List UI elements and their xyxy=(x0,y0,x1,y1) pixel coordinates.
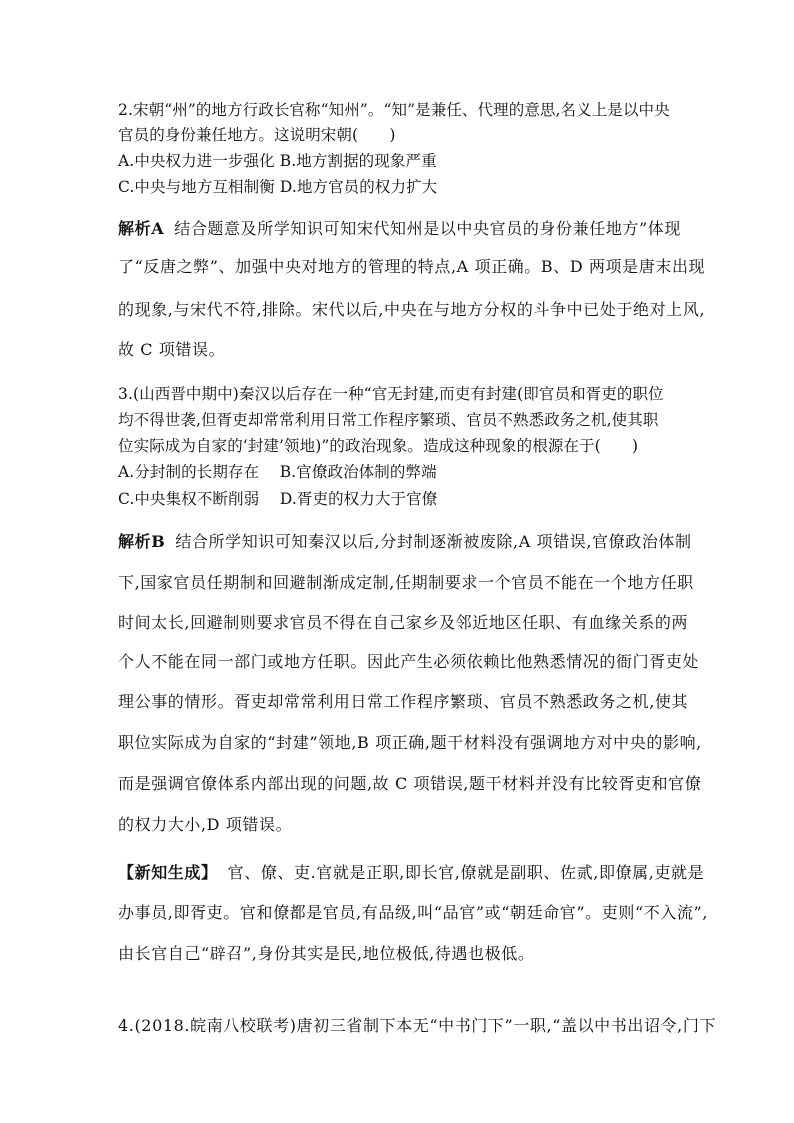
question-3-analysis-line-4: 个人不能在同一部门或地方任职。因此产生必须依赖比他熟悉情况的衙门胥吏处 xyxy=(118,652,700,671)
question-2-analysis-line-3: 的现象,与宋代不符,排除。宋代以后,中央在与地方分权的斗争中已处于绝对上风, xyxy=(118,300,706,319)
question-3-options-ab: A.分封制的长期存在 B.官僚政治体制的弊端 xyxy=(118,463,437,481)
question-2-line-1: 2.宋朝“州”的地方行政长官称“知州”。“知”是兼任、代理的意思,名义上是以中央 xyxy=(118,101,670,119)
new-knowledge-line-1 xyxy=(118,863,705,883)
question-3-analysis-line-5: 理公事的情形。胥吏却常常利用日常工作程序繁琐、官员不熟悉政务之机,使其 xyxy=(118,692,689,711)
new-knowledge-line-3: 由长官自己“辟召”,身份其实是民,地位极低,待遇也极低。 xyxy=(118,944,535,963)
analysis-text: 结合所学知识可知秦汉以后,分封制逐渐被废除,A 项错误,官僚政治体制 xyxy=(175,532,692,551)
question-3-analysis-line-7: 而是强调官僚体系内部出现的问题,故 C 项错误,题干材料并没有比较胥吏和官僚 xyxy=(118,774,702,793)
question-3-line-1: 3.(山西晋中期中)秦汉以后存在一种“官无封建,而吏有封建(即官员和胥吏的职位 xyxy=(118,385,664,403)
question-3-analysis-line-1 xyxy=(118,532,692,552)
new-knowledge-text: 官、僚、吏.官就是正职,即长官,僚就是副职、佐贰,即僚属,吏就是 xyxy=(227,863,705,882)
question-3-line-3: 位实际成为自家的‘封建’领地)”的政治现象。造成这种现象的根源在于( ) xyxy=(118,437,639,455)
analysis-label: 解析B xyxy=(118,532,166,551)
question-2-options-ab: A.中央权力进一步强化 B.地方割据的现象严重 xyxy=(118,152,437,170)
question-3-analysis-line-3: 时间太长,回避制则要求官员不得在自己家乡及邻近地区任职、有血缘关系的两 xyxy=(118,613,689,632)
question-2-analysis-line-1 xyxy=(118,219,681,239)
new-knowledge-line-2: 办事员,即胥吏。官和僚都是官员,有品级,叫“品官”或“朝廷命官”。吏则“不入流”, xyxy=(118,903,709,922)
analysis-label: 解析A xyxy=(118,219,165,238)
question-2-analysis-line-2: 了“反唐之弊”、加强中央对地方的管理的特点,A 项正确。B、D 两项是唐末出现 xyxy=(118,257,706,276)
question-3-analysis-line-2: 下,国家官员任期制和回避制渐成定制,任期制要求一个官员不能在一个地方任职 xyxy=(118,573,694,592)
question-3-analysis-line-6: 职位实际成为自家的“封建”领地,B 项正确,题干材料没有强调地方对中央的影响, xyxy=(118,733,702,752)
question-3-analysis-line-8: 的权力大小,D 项错误。 xyxy=(118,815,293,834)
new-knowledge-label: 【新知生成】 xyxy=(118,863,218,882)
question-2-options-cd: C.中央与地方互相制衡 D.地方官员的权力扩大 xyxy=(118,178,438,196)
question-2-line-2: 官员的身份兼任地方。这说明宋朝( ) xyxy=(118,126,396,144)
question-2-analysis-line-4: 故 C 项错误。 xyxy=(118,340,226,359)
question-3-options-cd: C.中央集权不断削弱 D.胥吏的权力大于官僚 xyxy=(118,490,438,508)
analysis-text: 结合题意及所学知识可知宋代知州是以中央官员的身份兼任地方”体现 xyxy=(174,219,681,238)
question-4-line-1: 4.(2018.皖南八校联考)唐初三省制下本无“中书门下”一职,“盖以中书出诏令,门下 xyxy=(118,1016,717,1035)
question-3-line-2: 均不得世袭,但胥吏却常常利用日常工作程序繁琐、官员不熟悉政务之机,使其职 xyxy=(118,411,659,429)
